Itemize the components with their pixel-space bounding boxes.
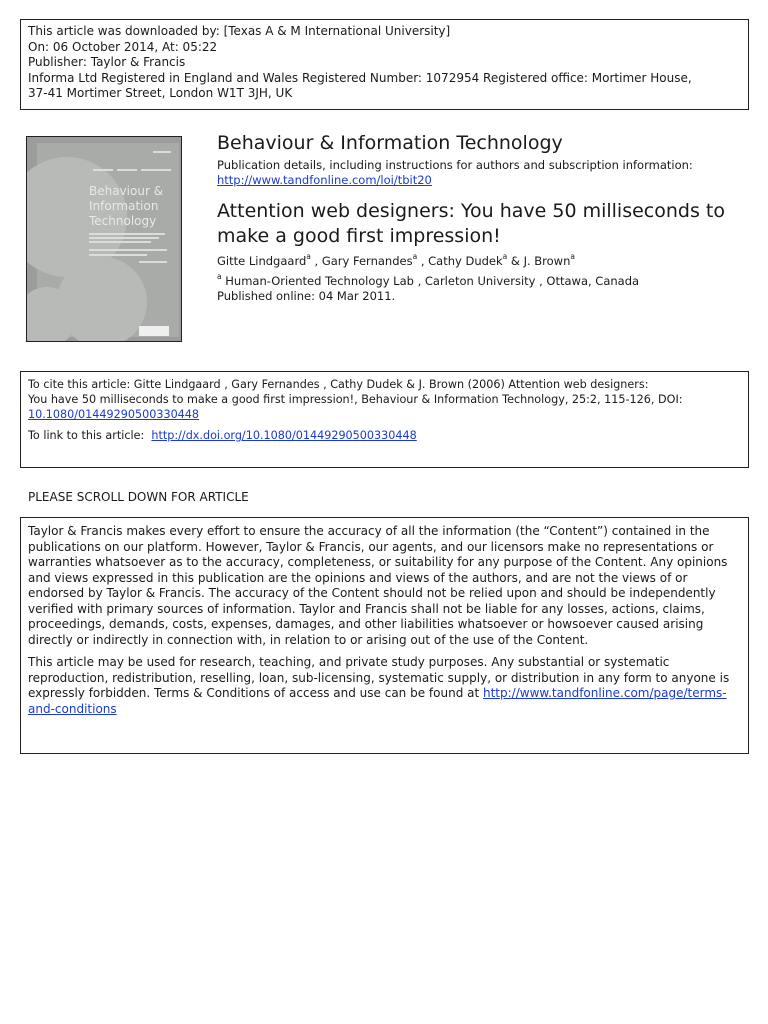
article-doi-url-link[interactable]: http://dx.doi.org/10.1080/01449290500330448 (151, 429, 417, 442)
published-date: Published online: 04 Mar 2011. (217, 289, 396, 303)
cover-fine-print (89, 237, 159, 239)
disclaimer-paragraph: Taylor & Francis makes every effort to ensure the accuracy of all the information (the “Content”) contained in the publications on our platform. However, Taylor & Francis, our agents, and our licensors make no representations or warranties whatsoever as to the accuracy, completeness, or suitability for any purpose of the Content. Any opinions and views expressed in this publication are the opinions and views of the authors, and are not the views of or endorsed by Taylor & Francis. The accuracy of the Content should not be relied upon and should be independently verified with primary sources of information. Taylor and Francis shall not be liable for any losses, actions, claims, proceedings, demands, costs, expenses, damages, and other liabilities whatsoever or howsoever caused arising directly or indirectly in connection with, in relation to or arising out of the use of the Content. (28, 524, 728, 647)
download-notice-line: On: 06 October 2014, At: 05:22 (28, 39, 218, 54)
download-notice-line: Informa Ltd Registered in England and Wales Registered Number: 1072954 Registered office: Mortimer House, (28, 70, 692, 85)
author-list: Gitte Lindgaard$^a$ , Gary Fernandes$^a$ , Cathy Dudek$^a$ & J. Brown$^a$ (217, 252, 575, 268)
cover-fine-print (93, 169, 113, 171)
usage-text: This article may be used for research, teaching, and private study purposes. Any substantial or systematic reproduction, redistribution, reselling, loan, sub-licensing, systematic supply, or distribution in any form to anyone is expressly forbidden. Terms & Conditions of access and use can be found at (28, 655, 730, 700)
disclaimer-box (20, 517, 749, 754)
doi-link[interactable]: 10.1080/01449290500330448 (28, 408, 200, 421)
author-affiliation-mark: a (570, 252, 575, 261)
author-name: Cathy Dudek (428, 254, 503, 268)
citation-line: You have 50 milliseconds to make a good first impression!, Behaviour & Information Technology, 25:2, 115-126, DOI: (28, 393, 683, 406)
article-link-row (28, 428, 741, 443)
cover-fine-print (89, 249, 167, 251)
citation-box (20, 371, 749, 468)
cover-fine-print (141, 169, 171, 171)
article-title: Attention web designers: You have 50 milliseconds to make a good first impression! (217, 200, 725, 247)
publication-details (217, 158, 693, 188)
author-name: J. Brown (523, 254, 571, 268)
usage-paragraph (28, 655, 741, 717)
journal-url-link[interactable]: http://www.tandfonline.com/loi/tbit20 (217, 173, 432, 187)
cover-title-line: Information (89, 199, 159, 213)
journal-cover-image (26, 136, 182, 342)
cover-title-line: Behaviour & (89, 184, 164, 198)
author-affiliation-mark: a (502, 252, 508, 261)
cover-fine-print (89, 241, 151, 243)
affiliation (217, 272, 639, 288)
author-affiliation-mark: a (412, 252, 418, 261)
download-notice-line: This article was downloaded by: [Texas A & M International University] (28, 24, 451, 38)
citation-line: To cite this article: Gitte Lindgaard , Gary Fernandes , Cathy Dudek & J. Brown (2006) Attention web designers: (28, 378, 649, 391)
article-link-label: To link to this article: (28, 429, 145, 442)
scroll-notice: PLEASE SCROLL DOWN FOR ARTICLE (28, 490, 249, 504)
cover-journal-title (89, 184, 179, 229)
author-name: Gitte Lindgaard (217, 254, 307, 268)
cover-fine-print (153, 151, 171, 153)
cover-publisher-logo (139, 326, 169, 336)
affiliation-mark: a (217, 272, 222, 281)
publication-details-text: Publication details, including instructions for authors and subscription information: (217, 158, 693, 172)
cover-title-line: Technology (89, 214, 157, 228)
author-name: Gary Fernandes (321, 254, 413, 268)
terms-conditions-link[interactable]: http://www.tandfonline.com/page/terms-and-conditions (28, 686, 727, 716)
cover-fine-print (89, 254, 147, 256)
download-notice-line: Publisher: Taylor & Francis (28, 55, 186, 69)
download-notice (20, 19, 749, 110)
cover-fine-print (89, 233, 165, 235)
download-notice-line: 37-41 Mortimer Street, London W1T 3JH, UK (28, 86, 293, 100)
affiliation-text: Human-Oriented Technology Lab , Carleton University , Ottawa, Canada (225, 274, 640, 288)
author-affiliation-mark: a (306, 252, 311, 261)
journal-name: Behaviour & Information Technology (217, 132, 563, 154)
cover-fine-print (117, 169, 137, 171)
cover-fine-print (139, 261, 167, 263)
